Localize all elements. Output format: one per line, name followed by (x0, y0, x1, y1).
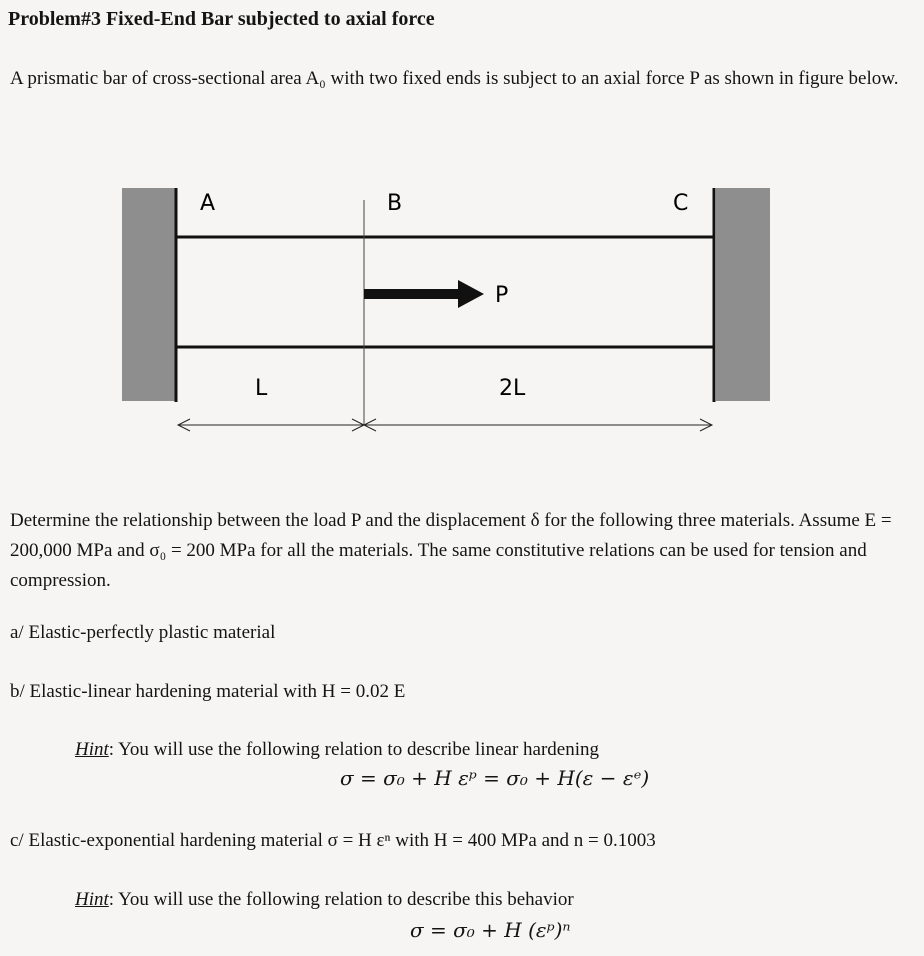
hint-b-label: Hint (75, 739, 109, 760)
hint-c-text: : You will use the following relation to describe this behavior (108, 889, 574, 910)
hint-c (75, 889, 574, 911)
hint-b-equation: σ = σ₀ + H εᵖ = σ₀ + H(ε − εᵉ) (340, 766, 650, 790)
part-a: a/ Elastic-perfectly plastic material (10, 622, 276, 643)
hint-b-text: : You will use the following relation to describe linear hardening (108, 739, 599, 760)
label-c: C (673, 191, 689, 216)
label-l: L (255, 376, 268, 401)
left-wall (122, 188, 176, 401)
problem-title: Problem#3 Fixed-End Bar subjected to axial force (8, 8, 435, 30)
right-wall (716, 188, 770, 401)
hint-c-label: Hint (75, 889, 109, 910)
label-b: B (387, 191, 403, 216)
part-b: b/ Elastic-linear hardening material with H = 0.02 E (10, 681, 406, 702)
label-a: A (200, 191, 216, 216)
intro-paragraph: A prismatic bar of cross-sectional area A₀ with two fixed ends is subject to an axial force P as shown in figure below. (10, 68, 899, 89)
determine-paragraph: Determine the relationship between the load P and the displacement δ for the following three materials. Assume E = 200,000 MPa and σ₀ = 200 MPa for all the materials. The same constitutive relations can be used for tension and compression. (10, 510, 892, 591)
part-c: c/ Elastic-exponential hardening material σ = H εⁿ with H = 400 MPa and n = 0.1003 (10, 830, 656, 851)
load-arrow-head (458, 280, 484, 308)
label-2l: 2L (499, 376, 526, 401)
label-p: P (495, 283, 509, 308)
hint-b (75, 739, 599, 761)
load-arrow-shaft (364, 289, 464, 299)
hint-c-equation: σ = σ₀ + H (εᵖ)ⁿ (410, 918, 571, 942)
